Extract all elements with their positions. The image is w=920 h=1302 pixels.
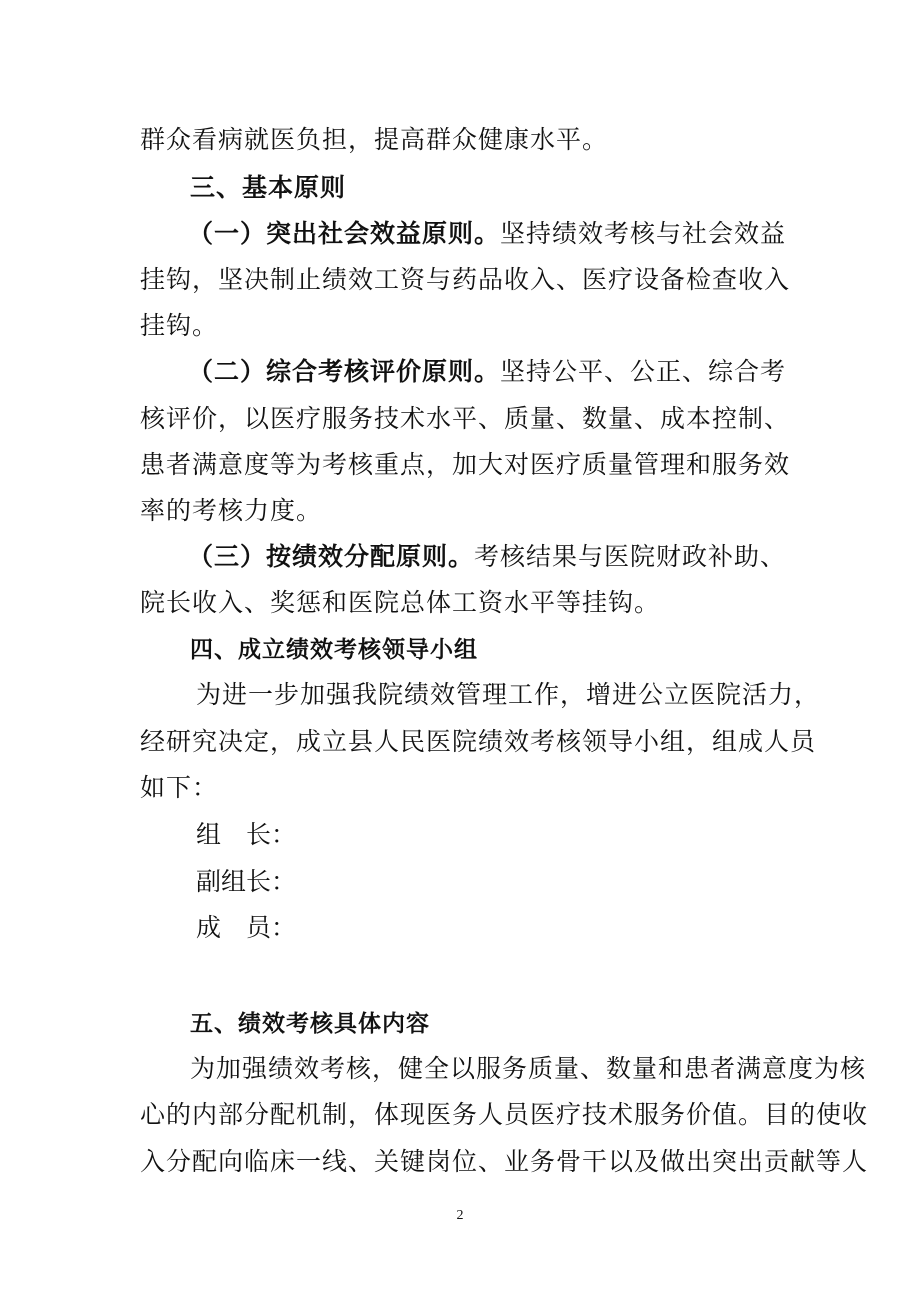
paragraph-line: 院长收入、奖惩和医院总体工资水平等挂钩。	[140, 588, 661, 617]
principle-title: （三）按绩效分配原则。	[188, 542, 475, 571]
paragraph-line	[188, 542, 787, 572]
paragraph-line: 入分配向临床一线、关键岗位、业务骨干以及做出突出贡献等人	[140, 1147, 869, 1176]
paragraph-line: 为加强绩效考核，健全以服务质量、数量和患者满意度为核	[190, 1054, 867, 1083]
leader-label: 组 长：	[196, 820, 297, 849]
section-heading: 五、绩效考核具体内容	[190, 1011, 430, 1037]
paragraph-line: 群众看病就医负担，提高群众健康水平。	[140, 125, 609, 154]
section-heading: 三、基本原则	[190, 173, 347, 202]
paragraph-line: 如下：	[140, 773, 219, 802]
paragraph-line: 率的考核力度。	[140, 496, 323, 525]
paragraph-line: 挂钩，坚决制止绩效工资与药品收入、医疗设备检查收入	[140, 265, 791, 294]
paragraph-line: 挂钩。	[140, 311, 219, 340]
principle-text: 坚持绩效考核与社会效益	[500, 219, 787, 248]
paragraph-line: 经研究决定，成立县人民医院绩效考核领导小组，组成人员	[140, 727, 817, 756]
paragraph-line: 心的内部分配机制，体现医务人员医疗技术服务价值。目的使收	[140, 1100, 869, 1129]
paragraph-line	[188, 357, 787, 387]
deputy-leader-label: 副组长：	[196, 867, 297, 896]
paragraph-line	[188, 219, 787, 249]
paragraph-line: 患者满意度等为考核重点，加大对医疗质量管理和服务效	[140, 450, 791, 479]
section-heading: 四、成立绩效考核领导小组	[190, 637, 478, 663]
paragraph-line: 为进一步加强我院绩效管理工作，增进公立医院活力，	[196, 680, 821, 709]
page-number: 2	[456, 1208, 464, 1223]
principle-title: （二）综合考核评价原则。	[188, 357, 501, 386]
principle-text: 坚持公平、公正、综合考	[500, 357, 787, 386]
paragraph-line: 核评价，以医疗服务技术水平、质量、数量、成本控制、	[140, 404, 791, 433]
principle-text: 考核结果与医院财政补助、	[474, 542, 787, 571]
member-label: 成 员：	[196, 913, 297, 942]
principle-title: （一）突出社会效益原则。	[188, 219, 501, 248]
